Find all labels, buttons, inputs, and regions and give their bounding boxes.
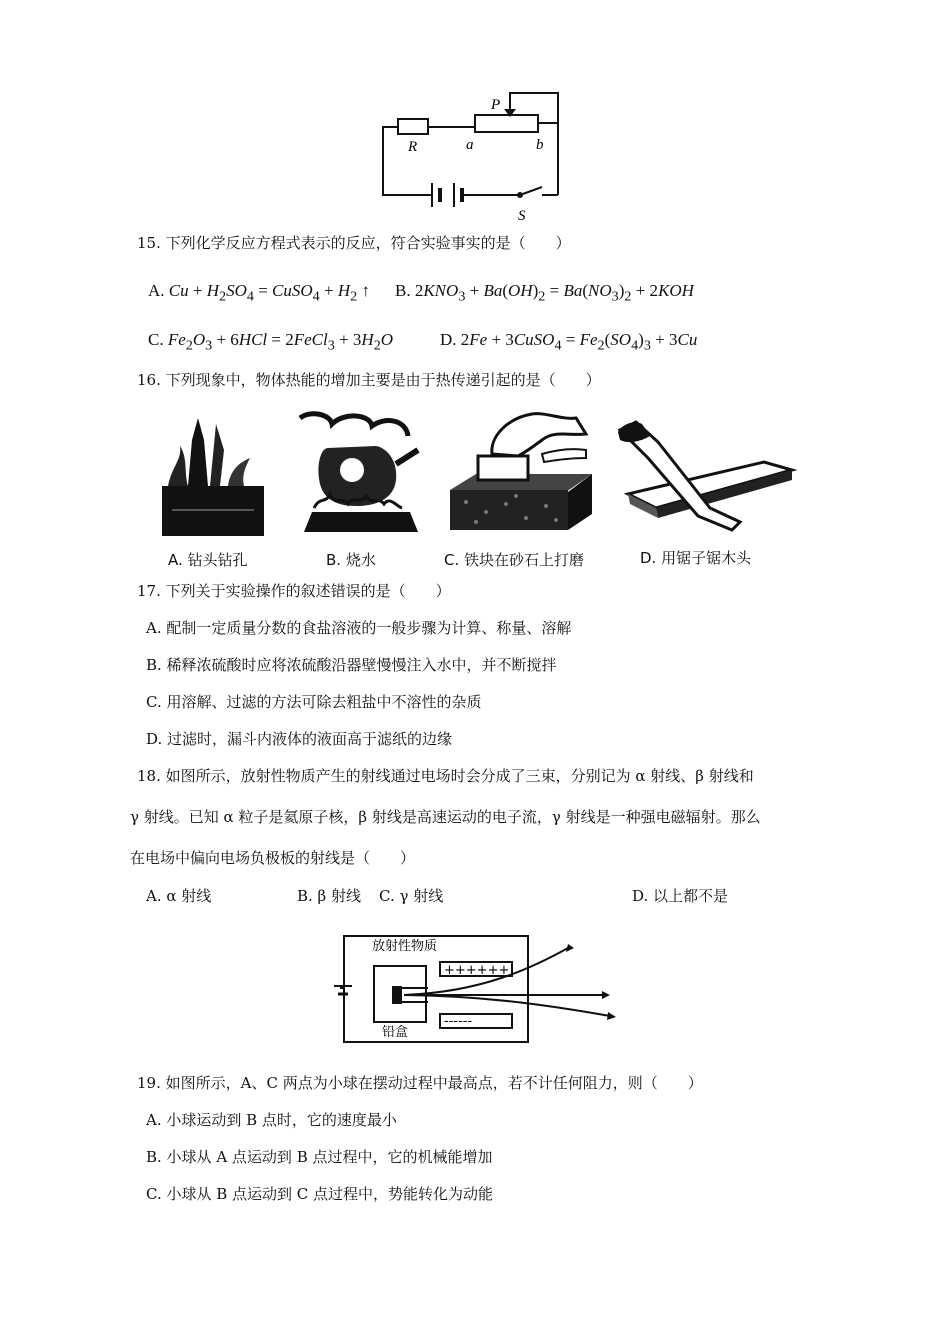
radiation-label-plus: ++++++ — [444, 963, 510, 978]
circuit-label-a: a — [466, 137, 474, 153]
q19-option-a: A. 小球运动到 B 点时，它的速度最小 — [146, 1111, 397, 1129]
q16-caption-b: B. 烧水 — [326, 551, 376, 569]
q16-caption-c: C. 铁块在砂石上打磨 — [444, 551, 585, 569]
q15-stem: 15. 下列化学反应方程式表示的反应，符合实验事实的是（ ） — [137, 234, 571, 252]
q18-stem-line-3: 在电场中偏向电场负极板的射线是（ ） — [130, 849, 416, 867]
q18-option-d: D. 以上都不是 — [632, 887, 729, 905]
q18-option-a: A. α 射线 — [146, 887, 212, 905]
q15-option-c-prefix: C. — [148, 330, 164, 349]
q19-option-c: C. 小球从 B 点运动到 C 点过程中，势能转化为动能 — [146, 1185, 494, 1203]
q15-option-c: C. $Fe_2O_3 + 6HCl$ = 2FeCl$_3$ + $3H_2O$ — [148, 330, 394, 354]
circuit-label-p: P — [491, 97, 501, 113]
q15-option-a-prefix: A. — [148, 281, 165, 300]
q18-stem-line-2: γ 射线。已知 α 粒子是氦原子核，β 射线是高速运动的电子流，γ 射线是一种强电磁辐射。那么 — [130, 808, 761, 826]
radiation-diagram — [332, 928, 622, 1048]
q15-option-b: B. $2KNO_3 + Ba(OH)_2 = Ba(NO_3)_2 + 2KOH$ — [395, 281, 694, 305]
q18-option-b: B. β 射线 — [297, 887, 361, 905]
circuit-label-r: R — [408, 139, 418, 155]
q17-option-a: A. 配制一定质量分数的食盐溶液的一般步骤为计算、称量、溶解 — [146, 619, 572, 637]
q15-option-a: A. $Cu + H_2SO_4$ = CuSO$_4$ + $H_2$ ↑ — [148, 281, 370, 305]
circuit-label-b: b — [536, 137, 544, 153]
circuit-label-s: S — [518, 208, 526, 224]
q16-picture-kettle — [290, 408, 430, 538]
q15-option-d: D. 2Fe + 3CuSO$_4$ = $Fe_2(SO_4)_3 + 3Cu$ — [440, 330, 698, 354]
q17-stem: 17. 下列关于实验操作的叙述错误的是（ ） — [137, 582, 451, 600]
radiation-label-lead-box: 铅盒 — [382, 1025, 409, 1040]
q15-option-b-prefix: B. — [395, 281, 411, 300]
circuit-diagram — [370, 85, 580, 225]
q18-option-c: C. γ 射线 — [379, 887, 444, 905]
q16-stem: 16. 下列现象中，物体热能的增加主要是由于热传递引起的是（ ） — [137, 371, 601, 389]
q18-stem-line-1: 18. 如图所示，放射性物质产生的射线通过电场时会分成了三束，分别记为 α 射线、β 射线和 — [137, 767, 754, 785]
radiation-label-source: 放射性物质 — [372, 939, 438, 954]
q17-option-c: C. 用溶解、过滤的方法可除去粗盐中不溶性的杂质 — [146, 693, 482, 711]
q17-option-d: D. 过滤时，漏斗内液体的液面高于滤纸的边缘 — [146, 730, 453, 748]
q19-stem: 19. 如图所示，A、C 两点为小球在摆动过程中最高点，若不计任何阻力，则（ ） — [137, 1074, 703, 1092]
q15-option-d-prefix: D. — [440, 330, 457, 349]
q17-option-b: B. 稀释浓硫酸时应将浓硫酸沿器壁慢慢注入水中，并不断搅拌 — [146, 656, 557, 674]
q16-picture-drill — [158, 410, 268, 538]
radiation-label-minus: ------ — [444, 1014, 473, 1029]
q19-option-b: B. 小球从 A 点运动到 B 点过程中，它的机械能增加 — [146, 1148, 493, 1166]
q16-caption-a: A. 钻头钻孔 — [168, 551, 248, 569]
q16-picture-sawing — [614, 418, 798, 536]
q16-caption-d: D. 用锯子锯木头 — [640, 549, 752, 567]
q16-picture-grinding — [446, 410, 596, 538]
